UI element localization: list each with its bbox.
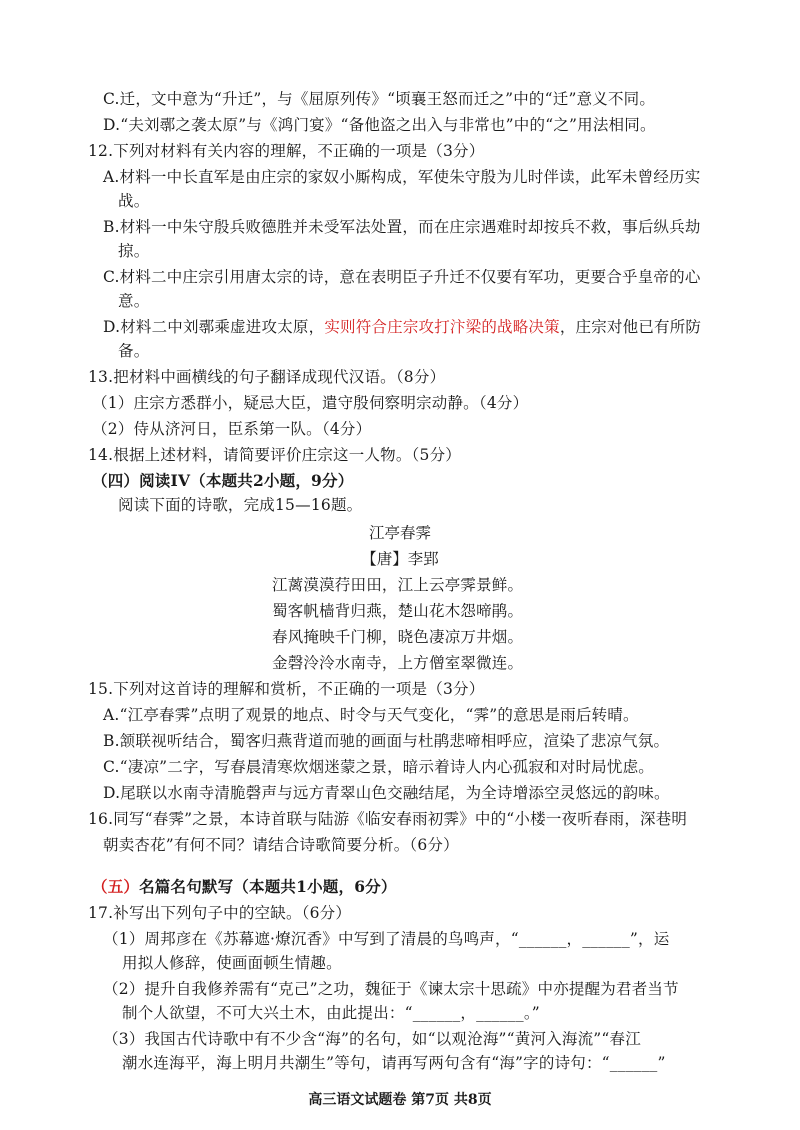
question-13: 13.把材料中画横线的句子翻译成现代汉语。（8分） bbox=[88, 368, 446, 386]
option-c-q12: C.材料二中庄宗引用唐太宗的诗，意在表明臣子升迁不仅要有军功，更要合乎皇帝的心 bbox=[103, 268, 701, 286]
option-c-q12-cont: 意。 bbox=[118, 292, 150, 310]
option-a-q12: A.材料一中长直军是由庄宗的家奴小厮构成，军使朱守殷为儿时伴读，此军未曾经历实 bbox=[103, 168, 701, 186]
question-17-part1-cont: 用拟人修辞，使画面顿生情趣。 bbox=[122, 954, 342, 972]
poem-line-4: 金磬泠泠水南寺，上方僧室翠微连。 bbox=[272, 654, 524, 672]
option-d-q12-cont: 备。 bbox=[118, 342, 150, 360]
option-d-q12-pre: D.材料二中刘鄩乘虚进攻太原， bbox=[103, 318, 325, 336]
poem-line-1: 江蓠漠漠荇田田，江上云亭霁景鲜。 bbox=[272, 576, 524, 594]
option-d-q12-post: ，庄宗对他已有所防 bbox=[559, 318, 702, 336]
poem-line-3: 春风掩映千门柳，晓色凄凉万井烟。 bbox=[272, 628, 524, 646]
section-5-title: 名篇名句默写（本题共1小题，6分） bbox=[139, 877, 397, 896]
option-c-q15: C.“凄凉”二字，写春晨清寒炊烟迷蒙之景，暗示着诗人内心孤寂和对时局忧虑。 bbox=[103, 758, 654, 776]
question-13-part1: （1）庄宗方悉群小，疑忌大臣，遣守殷伺察明宗动静。（4分） bbox=[92, 394, 529, 412]
page-footer: 高三语文试题卷 第7页 共8页 bbox=[308, 1092, 492, 1108]
option-d-q15: D.尾联以水南寺清脆磬声与远方青翠山色交融结尾，为全诗增添空灵悠远的韵味。 bbox=[103, 784, 670, 802]
question-16-cont: 朝卖杏花”有何不同？请结合诗歌简要分析。（6分） bbox=[103, 836, 459, 854]
question-16: 16.同写“春霁”之景，本诗首联与陆游《临安春雨初霁》中的“小楼一夜听春雨，深巷明 bbox=[88, 810, 688, 828]
question-17-part2-cont: 制个人欲望，不可大兴土木，由此提出：“______，______。” bbox=[122, 1004, 540, 1022]
section-4-intro: 阅读下面的诗歌，完成15—16题。 bbox=[118, 496, 363, 514]
question-17-part1: （1）周邦彦在《苏幕遮·燎沉香》中写到了清晨的鸟鸣声，“______，______”，运 bbox=[103, 930, 670, 948]
poem-line-2: 蜀客帆樯背归燕，楚山花木怨啼鹃。 bbox=[272, 602, 524, 620]
question-17-part3: （3）我国古代诗歌中有不少含“海”的名句，如“以观沧海”“黄河入海流”“春江 bbox=[103, 1030, 641, 1048]
question-14: 14.根据上述材料，请简要评价庄宗这一人物。（5分） bbox=[88, 446, 461, 464]
question-12: 12.下列对材料有关内容的理解，不正确的一项是（3分） bbox=[88, 142, 485, 160]
question-17-part3-cont: 潮水连海平，海上明月共潮生”等句，请再写两句含有“海”字的诗句：“______” bbox=[122, 1054, 666, 1072]
section-5-heading bbox=[92, 876, 397, 898]
option-a-q12-cont: 战。 bbox=[118, 192, 150, 210]
option-b-q12-cont: 掠。 bbox=[118, 242, 150, 260]
section-4-heading: （四）阅读IV（本题共2小题，9分） bbox=[92, 471, 354, 490]
question-13-part2: （2）侍从济河日，臣系第一队。（4分） bbox=[92, 420, 372, 438]
question-17: 17.补写出下列句子中的空缺。（6分） bbox=[88, 904, 352, 922]
option-a-q15: A.“江亭春霁”点明了观景的地点、时令与天气变化，“霁”的意思是雨后转晴。 bbox=[103, 706, 639, 724]
poem-title: 江亭春霁 bbox=[368, 524, 431, 542]
section-5-number: （五） bbox=[92, 877, 140, 896]
option-d-q11: D.“夫刘鄩之袭太原”与《鸿门宴》“备他盗之出入与非常也”中的“之”用法相同。 bbox=[103, 116, 656, 134]
question-17-part2: （2）提升自我修养需有“克己”之功，魏征于《谏太宗十思疏》中亦提醒为君者当节 bbox=[103, 980, 679, 998]
highlighted-phrase: 实则符合庄宗攻打汴梁的战略决策 bbox=[324, 318, 560, 336]
option-c-q11: C.迁，文中意为“升迁”，与《屈原列传》“顷襄王怒而迁之”中的“迁”意义不同。 bbox=[103, 90, 656, 108]
option-d-q12 bbox=[103, 316, 701, 338]
option-b-q15: B.颔联视听结合，蜀客归燕背道而驰的画面与杜鹃悲啼相呼应，渲染了悲凉气氛。 bbox=[103, 732, 670, 750]
option-b-q12: B.材料一中朱守殷兵败德胜并未受军法处置，而在庄宗遇难时却按兵不救，事后纵兵劫 bbox=[103, 218, 701, 236]
question-15: 15.下列对这首诗的理解和赏析，不正确的一项是（3分） bbox=[88, 680, 485, 698]
poem-author: 【唐】李郢 bbox=[361, 550, 439, 568]
